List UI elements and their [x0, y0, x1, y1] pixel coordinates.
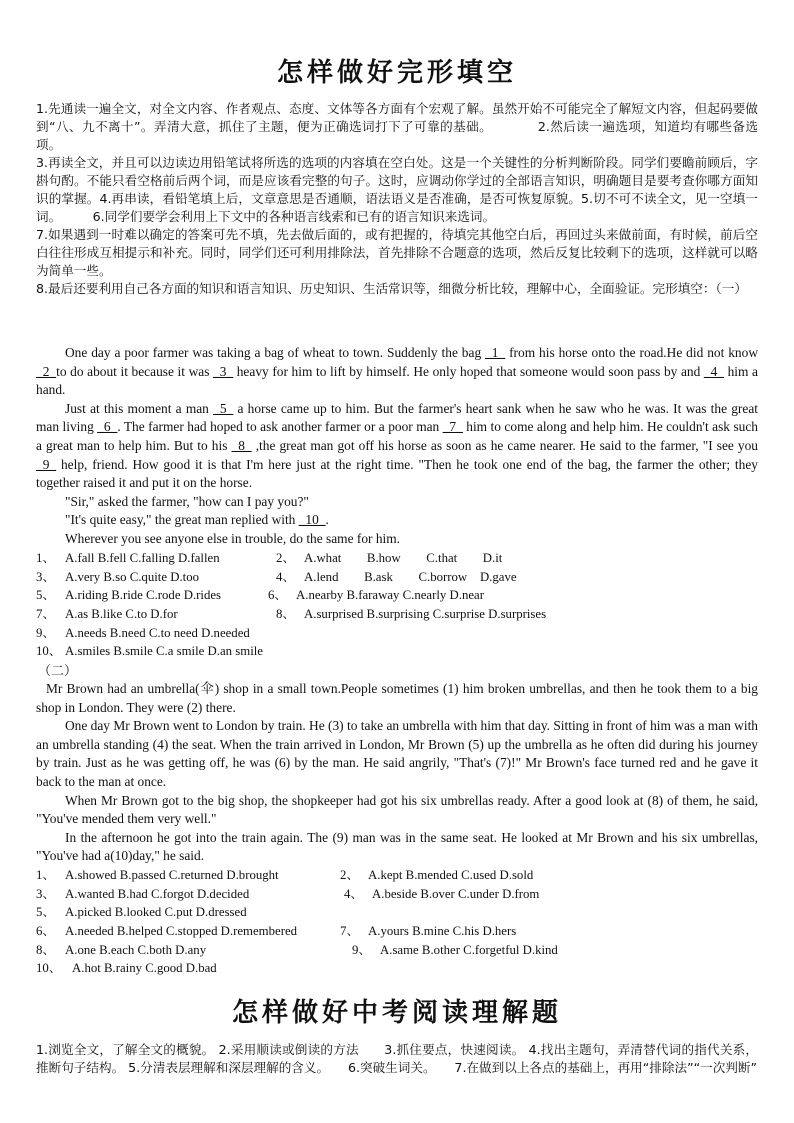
blank: _6_	[97, 419, 118, 435]
passage-paragraph: "It's quite easy," the great man replied with _10_.	[65, 512, 329, 528]
blank: _10_	[298, 512, 326, 528]
section-two-label: （二）	[38, 664, 78, 679]
passage-paragraph: When Mr Brown got to the big shop, the shopkeeper had got his six umbrellas ready. After a good look at (8) of them, he said, "You've mended them very well."	[36, 792, 758, 827]
option-row: 1、 A.fall B.fell C.falling D.fallen 2、 A.what B.how C.that D.it	[36, 551, 503, 565]
passage-paragraph: One day a poor farmer was taking a bag of wheat to town. Suddenly the bag _1_ from his horse onto the road.He did not know _2_to do about it because it was _3_ heavy for him to lift by himself. He only hoped that someone would soon pass by and _4_ him a hand.	[36, 345, 759, 398]
passage-paragraph: Just at this moment a man _5_ a horse came up to him. But the farmer's heart sank when he saw who he was. It was the great man living _6_. The farmer had hoped to ask another farmer or a poor man _7_ him to come along and help him. He couldn't ask such a great man to help him. But to his _8_ ,the great man got off his horse as soon as he came nearer. He said to the farmer, "I see you _9_ help, friend. How good it is that I'm here just at the right time. "Then he took one end of the bag, the farmer the other; they together raised it and put it on the horse.	[36, 400, 759, 491]
tip-paragraph: 8.最后还要利用自己各方面的知识和语言知识、历史知识、生活常识等，细微分析比较，理解中心，全面验证。完形填空：（一）	[36, 281, 747, 296]
page-title-reading: 怎样做好中考阅读理解题	[231, 998, 562, 1028]
reading-tips: 1.浏览全文，了解全文的概貌。 2.采用顺读或倒读的方法 3.抓住要点，快速阅读。 4.找出主题句，弄清替代词的指代关系，推断句子结构。 5.分清表层理解和深层理解的含义。 6.突破生词关。 7.在做到以上各点的基础上，再用“排除法”“一次判断”	[36, 1042, 758, 1075]
blank: _7_	[442, 419, 463, 435]
option-row: 1、 A.showed B.passed C.returned D.brought 2、 A.kept B.mended C.used D.sold	[36, 868, 534, 882]
blank: _2_	[36, 363, 57, 379]
tip-paragraph: 1.先通读一遍全文，对全文内容、作者观点、态度、文体等各方面有个宏观了解。虽然开始不可能完全了解短文内容，但起码要做到“八、九不离十”。弄清大意，抓住了主题，便为正确选词打下了可靠的基础。 2.然后读一遍选项，知道均有哪些备选项。	[36, 101, 758, 152]
blank: _9_	[36, 456, 57, 472]
passage-one	[36, 344, 758, 549]
blank: _5_	[213, 400, 234, 416]
options-two	[36, 866, 758, 978]
passage-paragraph: Wherever you see anyone else in trouble, do the same for him.	[65, 530, 401, 546]
blank: _1_	[485, 345, 506, 360]
option-row: 10、 A.hot B.rainy C.good D.bad	[36, 961, 217, 976]
option-row: 3、 A.very B.so C.quite D.too 4、 A.lend B.ask C.borrow D.gave	[36, 569, 517, 584]
option-row: 6、 A.needed B.helped C.stopped D.remembered 7、 A.yours B.mine C.his D.hers	[36, 924, 517, 939]
tip-paragraph: 3.再读全文，并且可以边读边用铅笔试将所选的选项的内容填在空白处。这是一个关键性的分析判断阶段。同学们要瞻前顾后，字斟句酌。不能只看空格前后两个词，而是应该看完整的句子。这时，应调动你学过的全部语言知识，明确题目是要考查你哪方面知识的掌握。4.再串读，看铅笔填上后，文章意思是否通顺，语法语义是否准确，是否可恢复原貌。5.切不可不读全文，见一空填一词。 6.同学们要学会利用上下文中的各种语言线索和已有的语言知识来选词。	[36, 155, 758, 224]
option-row: 9、 A.needs B.need C.to need D.needed	[36, 625, 250, 640]
option-row: 10、 A.smiles B.smile C.a smile D.an smile	[36, 644, 263, 659]
cloze-tips	[36, 100, 758, 298]
passage-paragraph: "Sir," asked the farmer, "how can I pay you?"	[65, 493, 309, 509]
passage-paragraph: Mr Brown had an umbrella(伞) shop in a small town.People sometimes (1) him broken umbrellas, and then he took them to a big shop in London. They were (2) there.	[36, 681, 758, 715]
options-one	[36, 549, 758, 661]
blank: _8_	[231, 437, 252, 453]
option-row: 8、 A.one B.each C.both D.any 9、 A.same B.other C.forgetful D.kind	[36, 942, 558, 957]
tip-paragraph: 7.如果遇到一时难以确定的答案可先不填，先去做后面的，或有把握的，待填完其他空白后，再回过头来做前面，有时候，前后空白往往形成互相提示和补充。同时，同学们还可利用排除法，首先排除不合题意的选项，然后反复比较剩下的选项，这样就可以略为简单一些。	[36, 227, 758, 278]
option-row: 7、 A.as B.like C.to D.for 8、 A.surprised B.surprising C.surprise D.surprises	[36, 607, 547, 622]
passage-paragraph: One day Mr Brown went to London by train. He (3) to take an umbrella with him that day. Sitting in front of him was a man with an umbrella standing (4) the seat. When the train arrived in London, Mr Brown (5) up the umbrella as he often did during his journey by train. Just as he was getting off, he was (6) by the man. He said angrily, "That's (7)!" Mr Brown's face turned red and he gave it back to the man at once.	[36, 718, 758, 789]
option-row: 5、 A.riding B.ride C.rode D.rides 6、 A.nearby B.faraway C.nearly D.near	[36, 588, 484, 603]
option-row: 5、 A.picked B.looked C.put D.dressed	[36, 905, 247, 920]
blank: _4_	[703, 363, 724, 379]
passage-paragraph: In the afternoon he got into the train again. The (9) man was in the same seat. He looked at Mr Brown and his six umbrellas, "You've had a(10)day," he said.	[36, 829, 758, 864]
option-row: 3、 A.wanted B.had C.forgot D.decided 4、 A.beside B.over C.under D.from	[36, 886, 540, 901]
passage-two	[36, 680, 758, 866]
page-title-cloze: 怎样做好完形填空	[276, 58, 517, 88]
blank: _3_	[213, 363, 234, 379]
